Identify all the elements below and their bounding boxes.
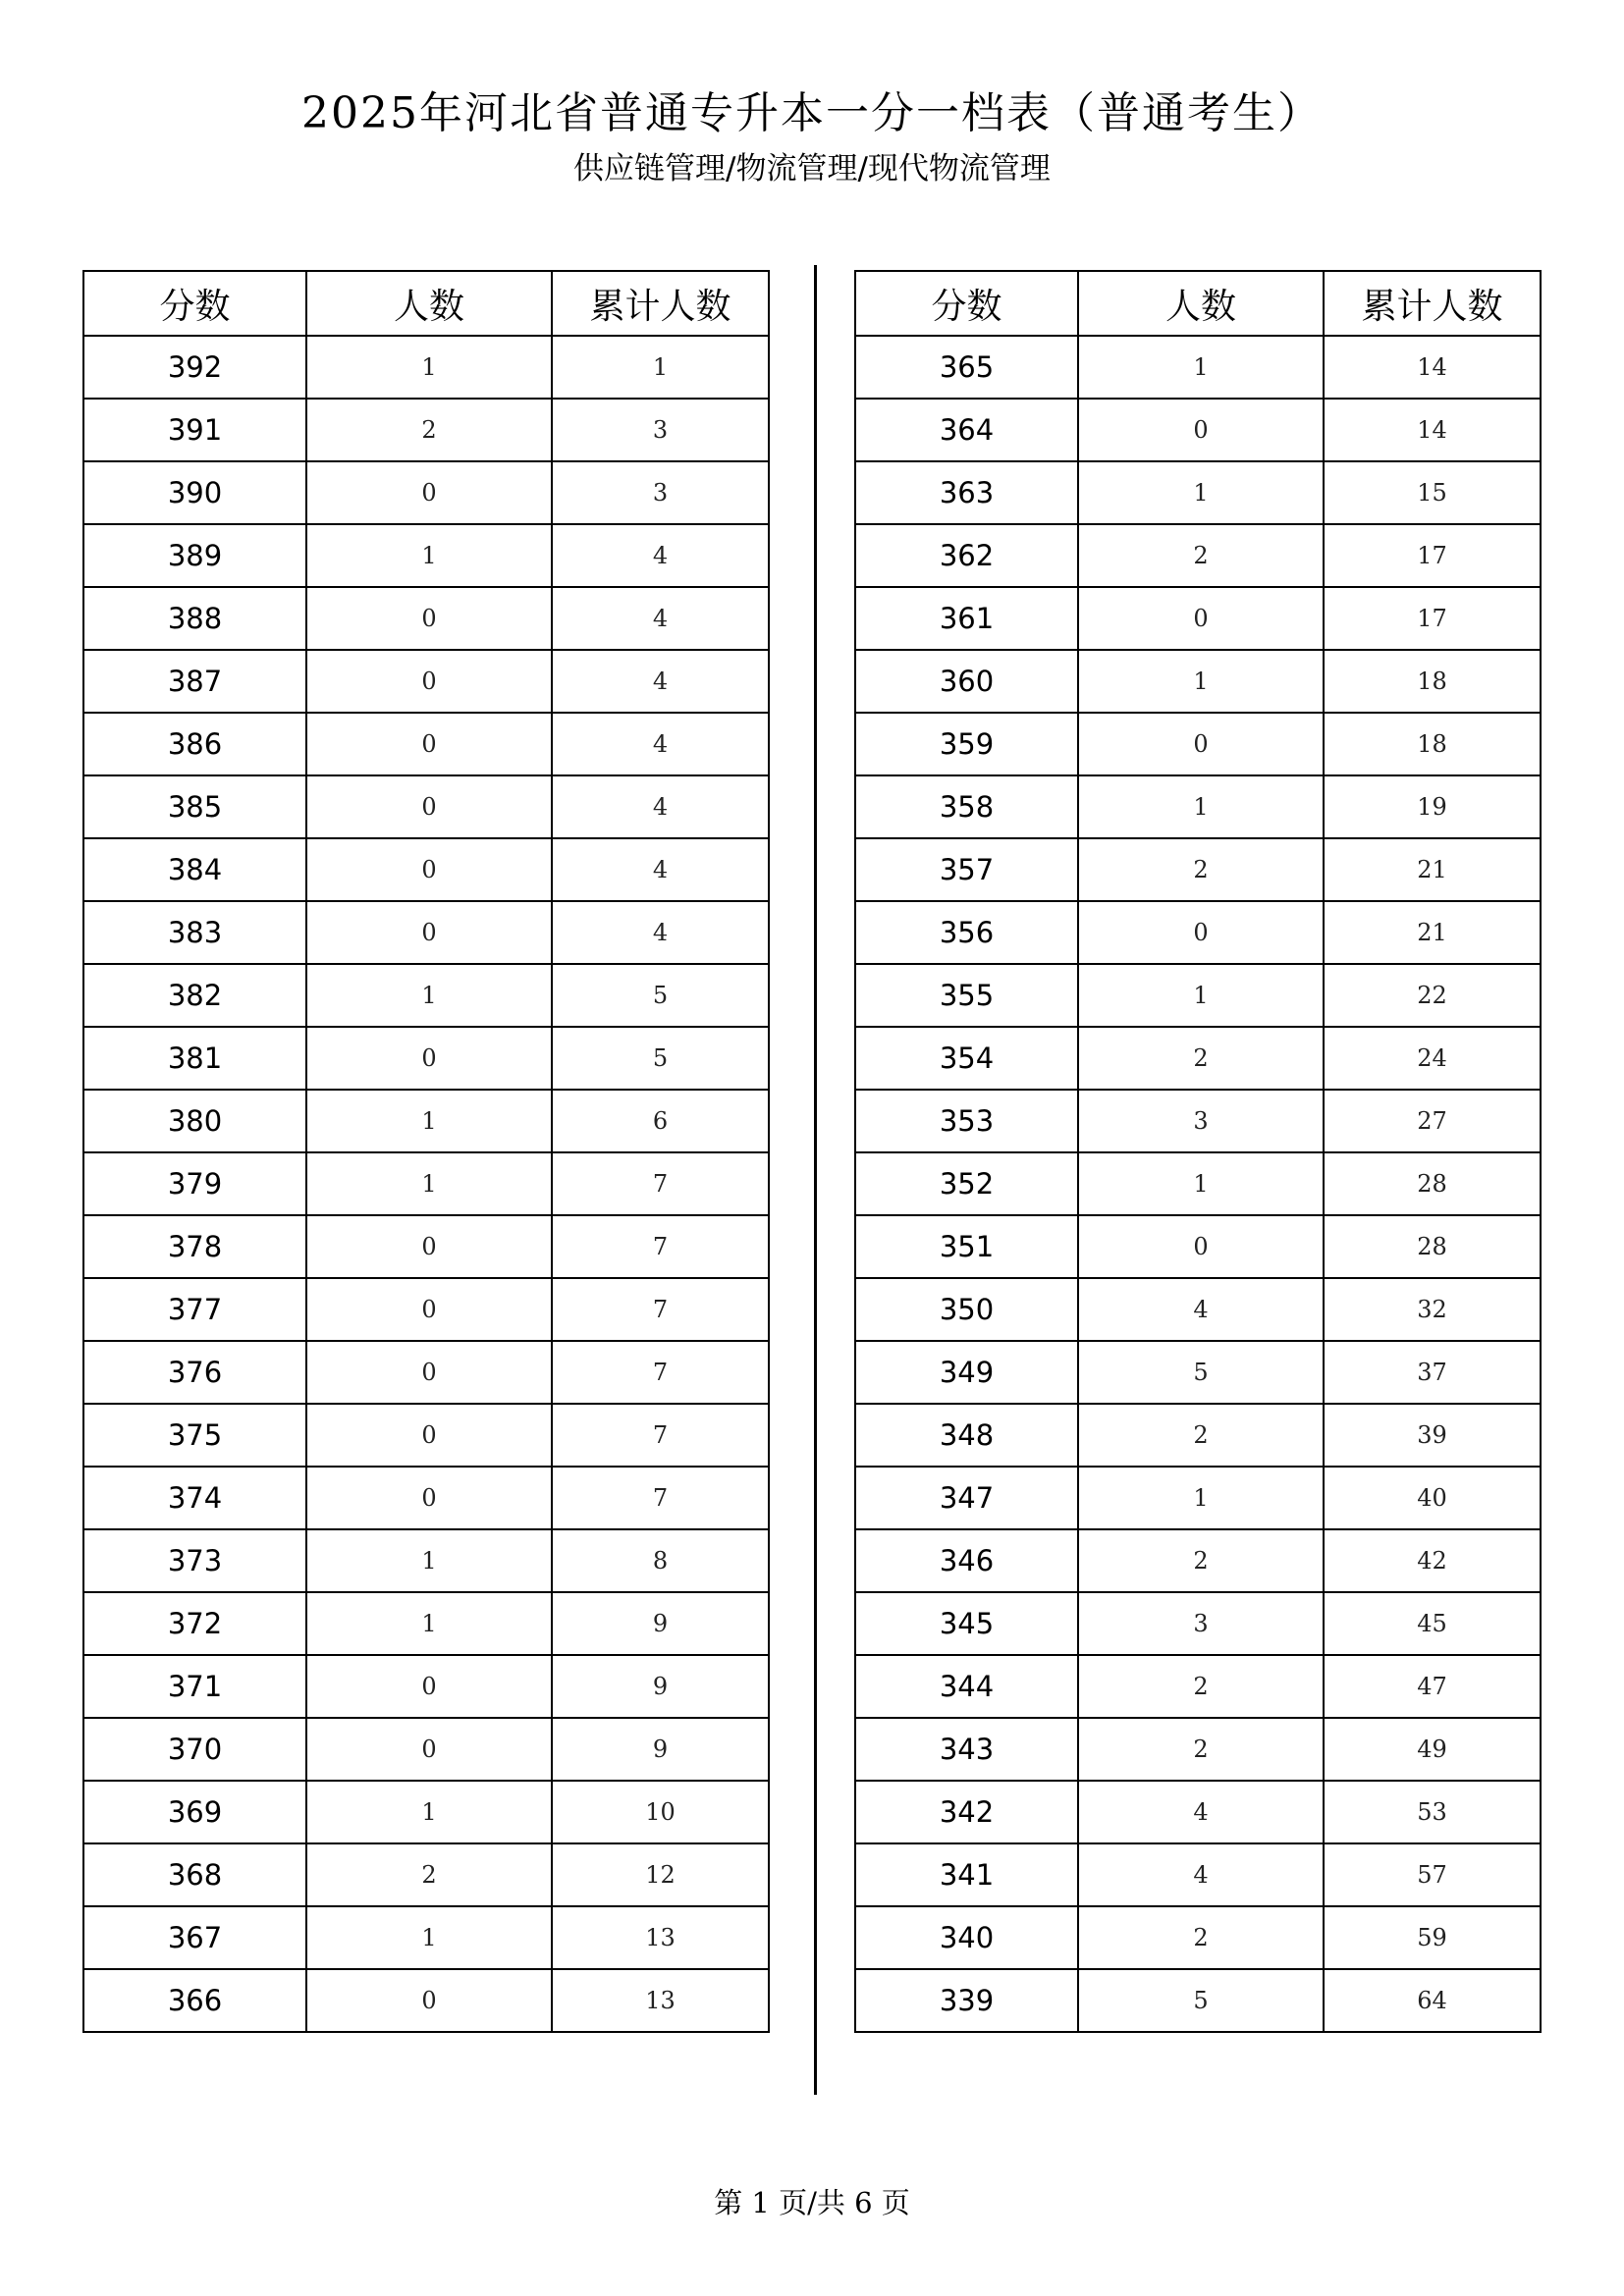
score-cell: 347: [855, 1467, 1078, 1529]
table-row: [83, 1969, 769, 2032]
cumulative-cell: 18: [1324, 713, 1541, 775]
score-cell: 387: [83, 650, 306, 713]
cumulative-cell: 14: [1324, 399, 1541, 461]
score-cell: 384: [83, 838, 306, 901]
score-cell: 370: [83, 1718, 306, 1781]
page-title: 2025年河北省普通专升本一分一档表（普通考生）: [301, 88, 1323, 138]
table-row: [83, 587, 769, 650]
table-row: [855, 1843, 1541, 1906]
table-row: [855, 650, 1541, 713]
cumulative-cell: 17: [1324, 524, 1541, 587]
count-cell: 0: [1078, 587, 1324, 650]
cumulative-cell: 13: [552, 1906, 769, 1969]
table-row: [855, 1655, 1541, 1718]
score-cell: 373: [83, 1529, 306, 1592]
count-cell: 1: [306, 1592, 552, 1655]
score-cell: 374: [83, 1467, 306, 1529]
score-cell: 340: [855, 1906, 1078, 1969]
cumulative-cell: 37: [1324, 1341, 1541, 1404]
cumulative-cell: 7: [552, 1467, 769, 1529]
table-row: [83, 1592, 769, 1655]
score-cell: 348: [855, 1404, 1078, 1467]
count-cell: 1: [306, 524, 552, 587]
score-cell: 343: [855, 1718, 1078, 1781]
score-cell: 382: [83, 964, 306, 1027]
count-cell: 4: [1078, 1278, 1324, 1341]
cumulative-cell: 7: [552, 1152, 769, 1215]
score-cell: 356: [855, 901, 1078, 964]
table-row: [83, 1152, 769, 1215]
table-row: [855, 1404, 1541, 1467]
score-cell: 378: [83, 1215, 306, 1278]
table-row: [83, 650, 769, 713]
cumulative-cell: 14: [1324, 336, 1541, 399]
cumulative-cell: 27: [1324, 1090, 1541, 1152]
table-row: [855, 1969, 1541, 2032]
table-row: [83, 1404, 769, 1467]
table-row: [83, 713, 769, 775]
table-row: [83, 1027, 769, 1090]
score-cell: 380: [83, 1090, 306, 1152]
cumulative-cell: 28: [1324, 1152, 1541, 1215]
cumulative-cell: 4: [552, 650, 769, 713]
count-cell: 2: [1078, 1529, 1324, 1592]
table-row: [83, 1906, 769, 1969]
count-cell: 2: [1078, 1404, 1324, 1467]
score-cell: 342: [855, 1781, 1078, 1843]
count-cell: 0: [306, 838, 552, 901]
cumulative-cell: 42: [1324, 1529, 1541, 1592]
score-cell: 344: [855, 1655, 1078, 1718]
score-table-left: [82, 270, 770, 2033]
count-cell: 2: [1078, 1906, 1324, 1969]
count-cell: 1: [1078, 461, 1324, 524]
header-count: 人数: [306, 271, 552, 336]
score-cell: 377: [83, 1278, 306, 1341]
table-row: [855, 336, 1541, 399]
cumulative-cell: 4: [552, 838, 769, 901]
cumulative-cell: 53: [1324, 1781, 1541, 1843]
cumulative-cell: 22: [1324, 964, 1541, 1027]
cumulative-cell: 21: [1324, 838, 1541, 901]
cumulative-cell: 3: [552, 461, 769, 524]
cumulative-cell: 7: [552, 1404, 769, 1467]
score-cell: 352: [855, 1152, 1078, 1215]
count-cell: 1: [1078, 1467, 1324, 1529]
score-cell: 372: [83, 1592, 306, 1655]
count-cell: 0: [306, 1404, 552, 1467]
table-row: [855, 1278, 1541, 1341]
score-cell: 365: [855, 336, 1078, 399]
table-row: [855, 713, 1541, 775]
score-cell: 369: [83, 1781, 306, 1843]
score-cell: 366: [83, 1969, 306, 2032]
header-cumulative: 累计人数: [1324, 271, 1541, 336]
table-row: [855, 1090, 1541, 1152]
score-cell: 389: [83, 524, 306, 587]
table-row: [855, 461, 1541, 524]
cumulative-cell: 4: [552, 587, 769, 650]
score-cell: 375: [83, 1404, 306, 1467]
cumulative-cell: 45: [1324, 1592, 1541, 1655]
cumulative-cell: 15: [1324, 461, 1541, 524]
count-cell: 0: [306, 461, 552, 524]
cumulative-cell: 12: [552, 1843, 769, 1906]
count-cell: 5: [1078, 1341, 1324, 1404]
table-row: [83, 1090, 769, 1152]
count-cell: 1: [306, 1906, 552, 1969]
table-row: [855, 1906, 1541, 1969]
score-cell: 381: [83, 1027, 306, 1090]
table-row: [83, 336, 769, 399]
cumulative-cell: 19: [1324, 775, 1541, 838]
score-cell: 353: [855, 1090, 1078, 1152]
score-cell: 351: [855, 1215, 1078, 1278]
score-cell: 367: [83, 1906, 306, 1969]
count-cell: 0: [306, 1341, 552, 1404]
score-cell: 386: [83, 713, 306, 775]
table-row: [83, 775, 769, 838]
score-cell: 357: [855, 838, 1078, 901]
cumulative-cell: 39: [1324, 1404, 1541, 1467]
cumulative-cell: 57: [1324, 1843, 1541, 1906]
cumulative-cell: 13: [552, 1969, 769, 2032]
table-row: [83, 1655, 769, 1718]
cumulative-cell: 3: [552, 399, 769, 461]
cumulative-cell: 9: [552, 1655, 769, 1718]
table-row: [855, 1027, 1541, 1090]
count-cell: 2: [306, 399, 552, 461]
score-cell: 379: [83, 1152, 306, 1215]
cumulative-cell: 4: [552, 713, 769, 775]
score-cell: 371: [83, 1655, 306, 1718]
cumulative-cell: 4: [552, 901, 769, 964]
table-row: [855, 1592, 1541, 1655]
count-cell: 1: [1078, 650, 1324, 713]
cumulative-cell: 59: [1324, 1906, 1541, 1969]
count-cell: 4: [1078, 1843, 1324, 1906]
score-cell: 345: [855, 1592, 1078, 1655]
cumulative-cell: 4: [552, 524, 769, 587]
table-row: [855, 1341, 1541, 1404]
count-cell: 1: [306, 1781, 552, 1843]
table-row: [83, 399, 769, 461]
table-row: [855, 1718, 1541, 1781]
score-cell: 339: [855, 1969, 1078, 2032]
cumulative-cell: 47: [1324, 1655, 1541, 1718]
count-cell: 2: [1078, 838, 1324, 901]
cumulative-cell: 24: [1324, 1027, 1541, 1090]
table-row: [855, 901, 1541, 964]
cumulative-cell: 10: [552, 1781, 769, 1843]
score-cell: 376: [83, 1341, 306, 1404]
count-cell: 2: [1078, 1718, 1324, 1781]
table-row: [83, 1278, 769, 1341]
table-row: [83, 1529, 769, 1592]
table-row: [83, 1781, 769, 1843]
count-cell: 0: [1078, 1215, 1324, 1278]
count-cell: 0: [306, 1969, 552, 2032]
count-cell: 1: [306, 964, 552, 1027]
count-cell: 0: [306, 775, 552, 838]
cumulative-cell: 32: [1324, 1278, 1541, 1341]
score-table-right-body: [855, 336, 1541, 2032]
header-score: 分数: [83, 271, 306, 336]
header-cumulative: 累计人数: [552, 271, 769, 336]
table-row: [855, 587, 1541, 650]
table-row: [83, 1718, 769, 1781]
cumulative-cell: 40: [1324, 1467, 1541, 1529]
cumulative-cell: 17: [1324, 587, 1541, 650]
cumulative-cell: 9: [552, 1592, 769, 1655]
score-cell: 359: [855, 713, 1078, 775]
count-cell: 0: [1078, 399, 1324, 461]
table-row: [855, 399, 1541, 461]
count-cell: 3: [1078, 1090, 1324, 1152]
table-row: [855, 838, 1541, 901]
cumulative-cell: 49: [1324, 1718, 1541, 1781]
cumulative-cell: 18: [1324, 650, 1541, 713]
score-table-left-body: [83, 336, 769, 2032]
table-row: [83, 964, 769, 1027]
count-cell: 1: [1078, 775, 1324, 838]
cumulative-cell: 6: [552, 1090, 769, 1152]
score-cell: 390: [83, 461, 306, 524]
table-row: [83, 1215, 769, 1278]
score-table-right: [854, 270, 1542, 2033]
count-cell: 0: [306, 1278, 552, 1341]
table-row: [855, 1781, 1541, 1843]
count-cell: 1: [306, 336, 552, 399]
score-cell: 354: [855, 1027, 1078, 1090]
score-cell: 358: [855, 775, 1078, 838]
table-row: [855, 1215, 1541, 1278]
table-row: [855, 1152, 1541, 1215]
table-row: [855, 1467, 1541, 1529]
header-score: 分数: [855, 271, 1078, 336]
score-cell: 349: [855, 1341, 1078, 1404]
count-cell: 1: [1078, 336, 1324, 399]
count-cell: 0: [1078, 901, 1324, 964]
count-cell: 2: [1078, 1027, 1324, 1090]
table-row: [83, 1341, 769, 1404]
score-cell: 368: [83, 1843, 306, 1906]
score-cell: 391: [83, 399, 306, 461]
table-row: [83, 838, 769, 901]
column-divider: [814, 265, 817, 2095]
count-cell: 1: [1078, 964, 1324, 1027]
score-cell: 388: [83, 587, 306, 650]
score-cell: 360: [855, 650, 1078, 713]
count-cell: 1: [1078, 1152, 1324, 1215]
count-cell: 0: [1078, 713, 1324, 775]
score-cell: 341: [855, 1843, 1078, 1906]
count-cell: 3: [1078, 1592, 1324, 1655]
score-cell: 392: [83, 336, 306, 399]
count-cell: 0: [306, 901, 552, 964]
table-row: [855, 1529, 1541, 1592]
score-cell: 385: [83, 775, 306, 838]
table-row: [83, 524, 769, 587]
score-cell: 383: [83, 901, 306, 964]
count-cell: 0: [306, 713, 552, 775]
table-row: [855, 524, 1541, 587]
count-cell: 5: [1078, 1969, 1324, 2032]
score-cell: 346: [855, 1529, 1078, 1592]
score-cell: 361: [855, 587, 1078, 650]
cumulative-cell: 5: [552, 964, 769, 1027]
cumulative-cell: 7: [552, 1341, 769, 1404]
table-row: [83, 1467, 769, 1529]
count-cell: 2: [1078, 524, 1324, 587]
count-cell: 0: [306, 1467, 552, 1529]
table-header-row: [83, 271, 769, 336]
cumulative-cell: 4: [552, 775, 769, 838]
cumulative-cell: 7: [552, 1215, 769, 1278]
cumulative-cell: 9: [552, 1718, 769, 1781]
count-cell: 0: [306, 587, 552, 650]
count-cell: 2: [306, 1843, 552, 1906]
cumulative-cell: 64: [1324, 1969, 1541, 2032]
page-number-footer: 第 1 页/共 6 页: [714, 2186, 910, 2219]
cumulative-cell: 8: [552, 1529, 769, 1592]
count-cell: 0: [306, 1718, 552, 1781]
score-cell: 362: [855, 524, 1078, 587]
cumulative-cell: 5: [552, 1027, 769, 1090]
table-row: [855, 775, 1541, 838]
score-cell: 350: [855, 1278, 1078, 1341]
header-count: 人数: [1078, 271, 1324, 336]
count-cell: 0: [306, 1027, 552, 1090]
cumulative-cell: 28: [1324, 1215, 1541, 1278]
table-header-row: [855, 271, 1541, 336]
table-row: [83, 461, 769, 524]
table-row: [855, 964, 1541, 1027]
table-row: [83, 1843, 769, 1906]
page-subtitle: 供应链管理/物流管理/现代物流管理: [573, 151, 1051, 187]
count-cell: 2: [1078, 1655, 1324, 1718]
cumulative-cell: 7: [552, 1278, 769, 1341]
count-cell: 0: [306, 650, 552, 713]
cumulative-cell: 21: [1324, 901, 1541, 964]
count-cell: 1: [306, 1152, 552, 1215]
count-cell: 0: [306, 1215, 552, 1278]
score-cell: 355: [855, 964, 1078, 1027]
cumulative-cell: 1: [552, 336, 769, 399]
score-cell: 364: [855, 399, 1078, 461]
count-cell: 0: [306, 1655, 552, 1718]
count-cell: 1: [306, 1090, 552, 1152]
score-cell: 363: [855, 461, 1078, 524]
count-cell: 4: [1078, 1781, 1324, 1843]
count-cell: 1: [306, 1529, 552, 1592]
table-row: [83, 901, 769, 964]
